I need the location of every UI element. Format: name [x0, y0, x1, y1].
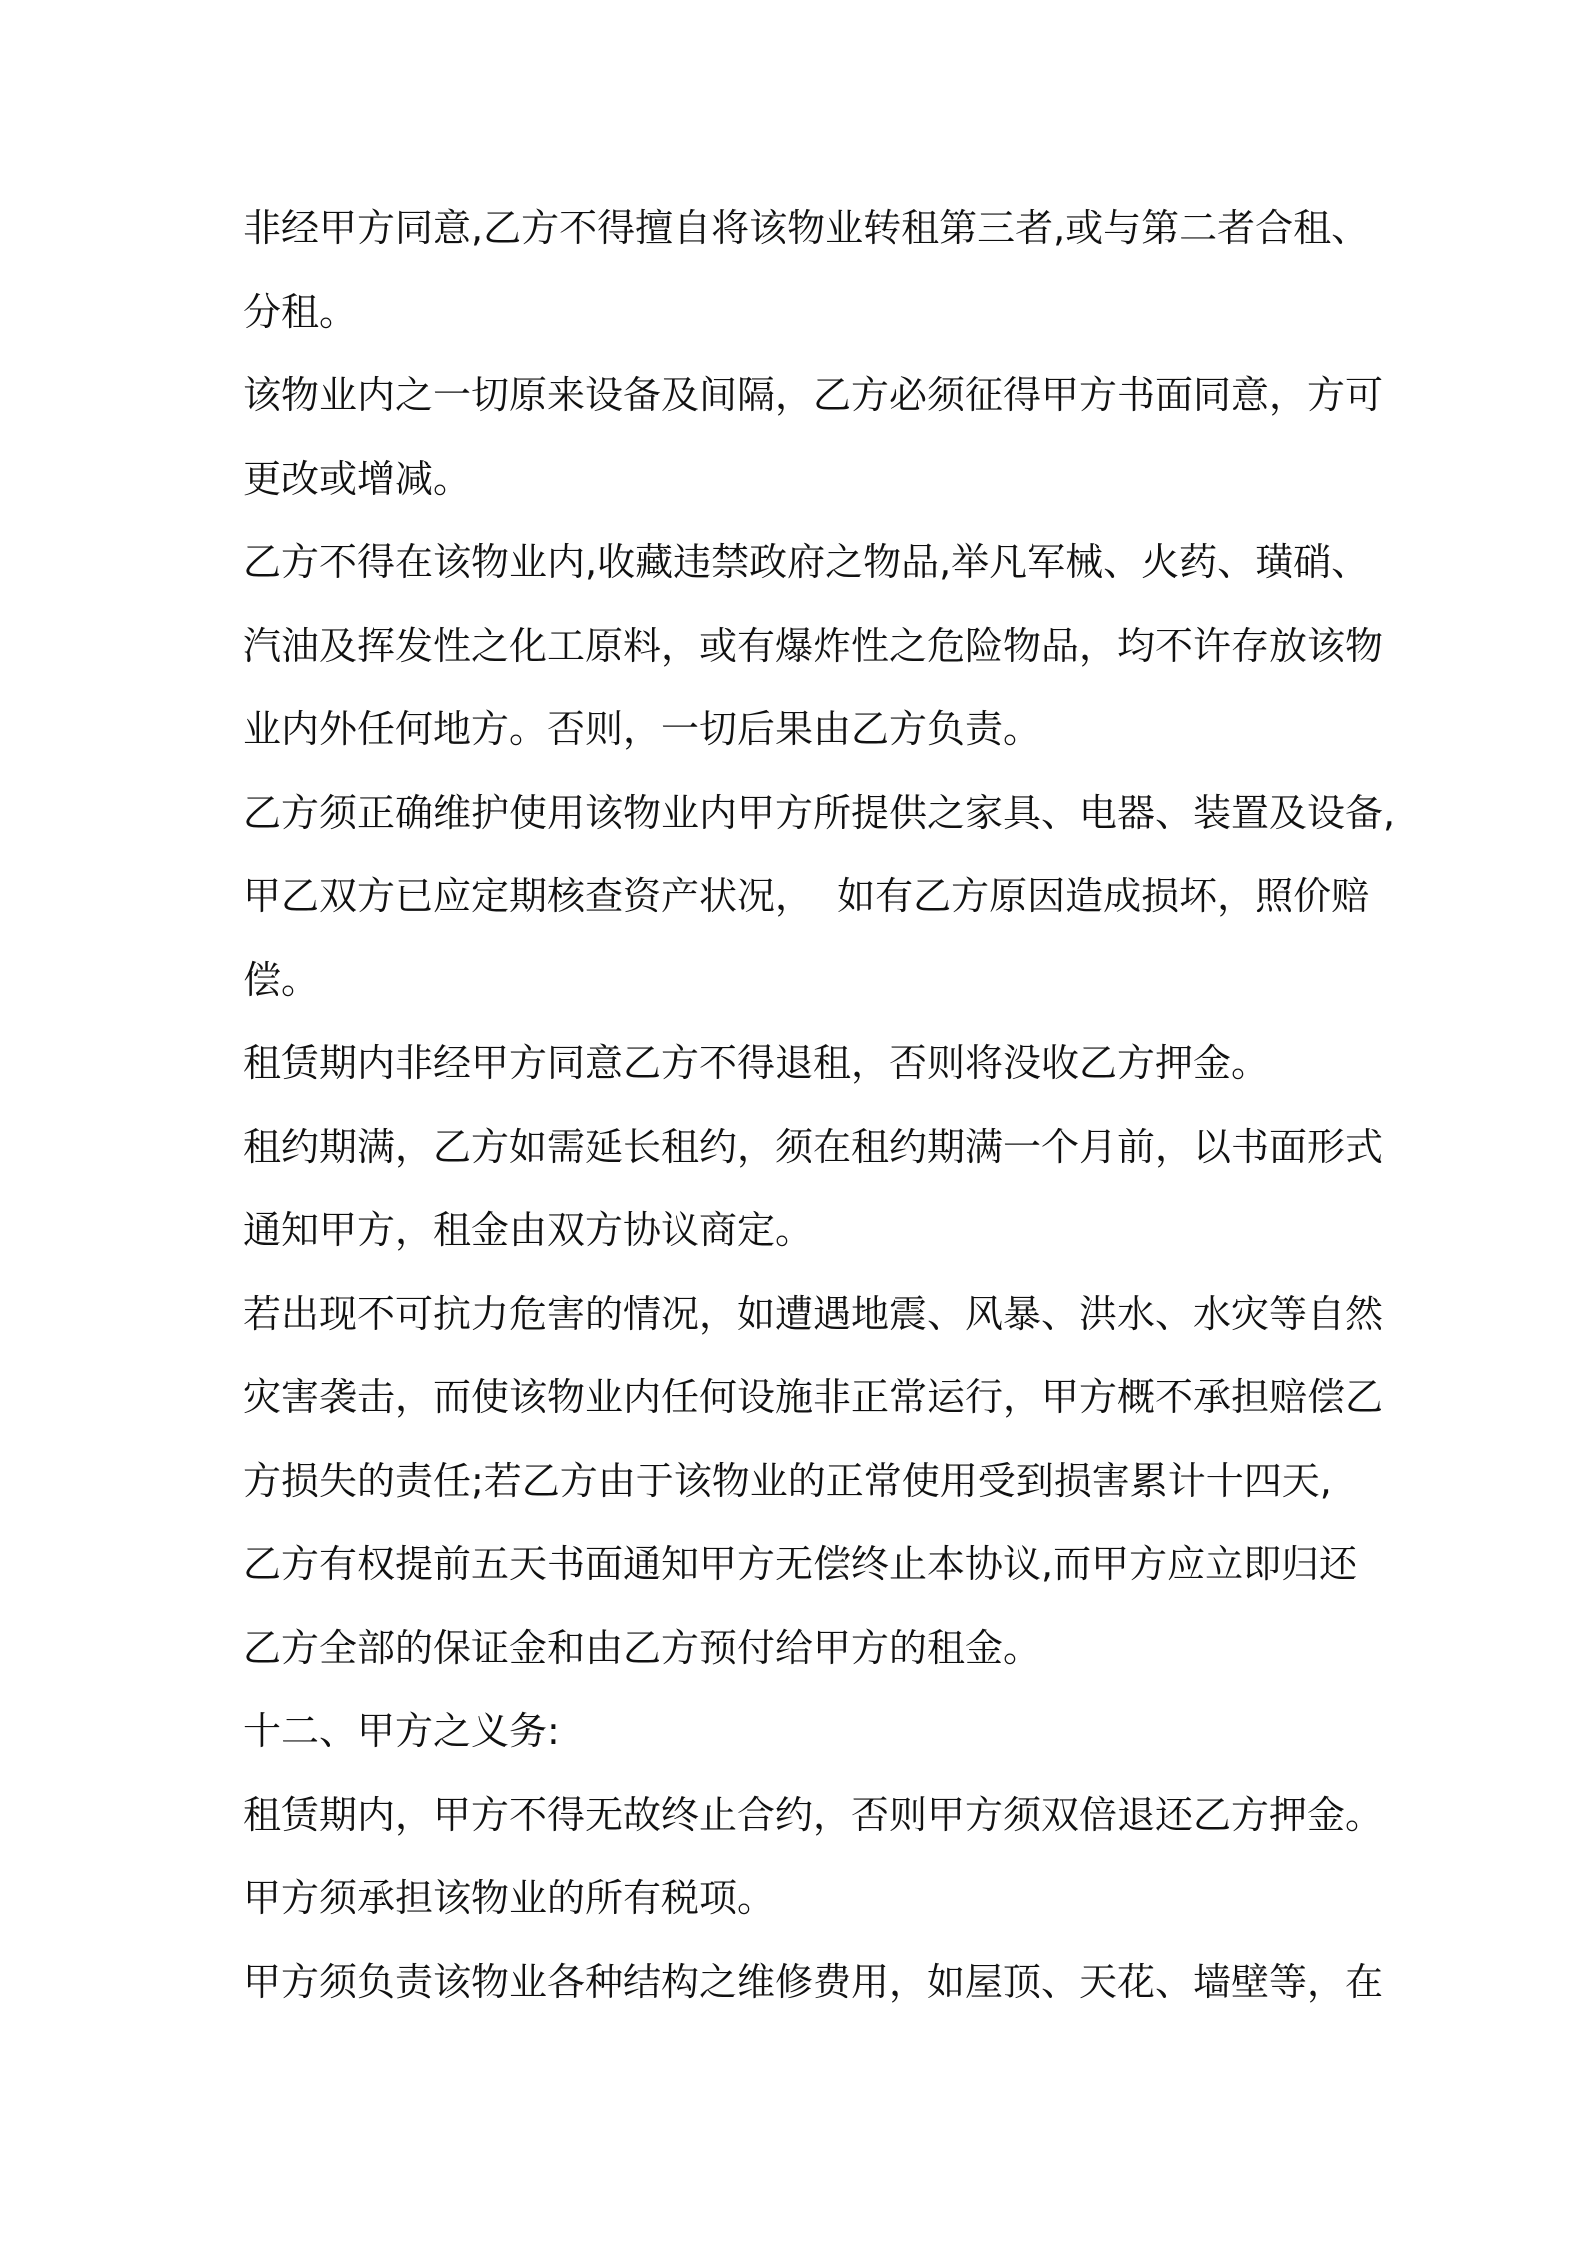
text-line: 灾害袭击，而使该物业内任何设施非正常运行，甲方概不承担赔偿乙 — [243, 1375, 1384, 1419]
text-line: 方损失的责任;若乙方由于该物业的正常使用受到损害累计十四天, — [243, 1458, 1332, 1503]
text-line: 甲乙双方已应定期核查资产状况， 如有乙方原因造成损坏，照价赔 — [243, 874, 1370, 918]
text-line: 甲方须承担该物业的所有税项。 — [243, 1876, 776, 1920]
text-line: 更改或增减。 — [243, 456, 472, 501]
text-line: 租赁期内，甲方不得无故终止合约，否则甲方须双倍退还乙方押金。 — [243, 1792, 1384, 1837]
text-line: 偿。 — [243, 957, 320, 1002]
text-line: 租约期满，乙方如需延长租约，须在租约期满一个月前，以书面形式 — [243, 1124, 1384, 1169]
text-line: 非经甲方同意,乙方不得擅自将该物业转租第三者,或与第二者合租、 — [243, 206, 1370, 250]
text-line: 乙方须正确维护使用该物业内甲方所提供之家具、电器、装置及设备, — [243, 790, 1396, 835]
contract-body-text — [243, 187, 1396, 2024]
text-line: 租赁期内非经甲方同意乙方不得退租，否则将没收乙方押金。 — [243, 1041, 1270, 1085]
text-line: 乙方不得在该物业内,收藏违禁政府之物品,举凡军械、火药、璜硝、 — [243, 540, 1370, 584]
text-line: 汽油及挥发性之化工原料，或有爆炸性之危险物品，均不许存放该物 — [243, 623, 1384, 668]
text-line: 业内外任何地方。否则，一切后果由乙方负责。 — [243, 707, 1042, 751]
text-line: 乙方全部的保证金和由乙方预付给甲方的租金。 — [243, 1625, 1042, 1670]
text-line: 若出现不可抗力危害的情况，如遭遇地震、风暴、洪水、水灾等自然 — [243, 1291, 1384, 1336]
text-line: 该物业内之一切原来设备及间隔，乙方必须征得甲方书面同意，方可 — [243, 373, 1384, 417]
text-line: 通知甲方，租金由双方协议商定。 — [243, 1208, 814, 1252]
text-line: 甲方须负责该物业各种结构之维修费用，如屋顶、天花、墙壁等，在 — [243, 1959, 1384, 2004]
section-heading: 十二、甲方之义务: — [243, 1709, 560, 1753]
text-line: 分租。 — [243, 289, 358, 334]
text-line: 乙方有权提前五天书面通知甲方无偿终止本协议,而甲方应立即归还 — [243, 1542, 1358, 1586]
